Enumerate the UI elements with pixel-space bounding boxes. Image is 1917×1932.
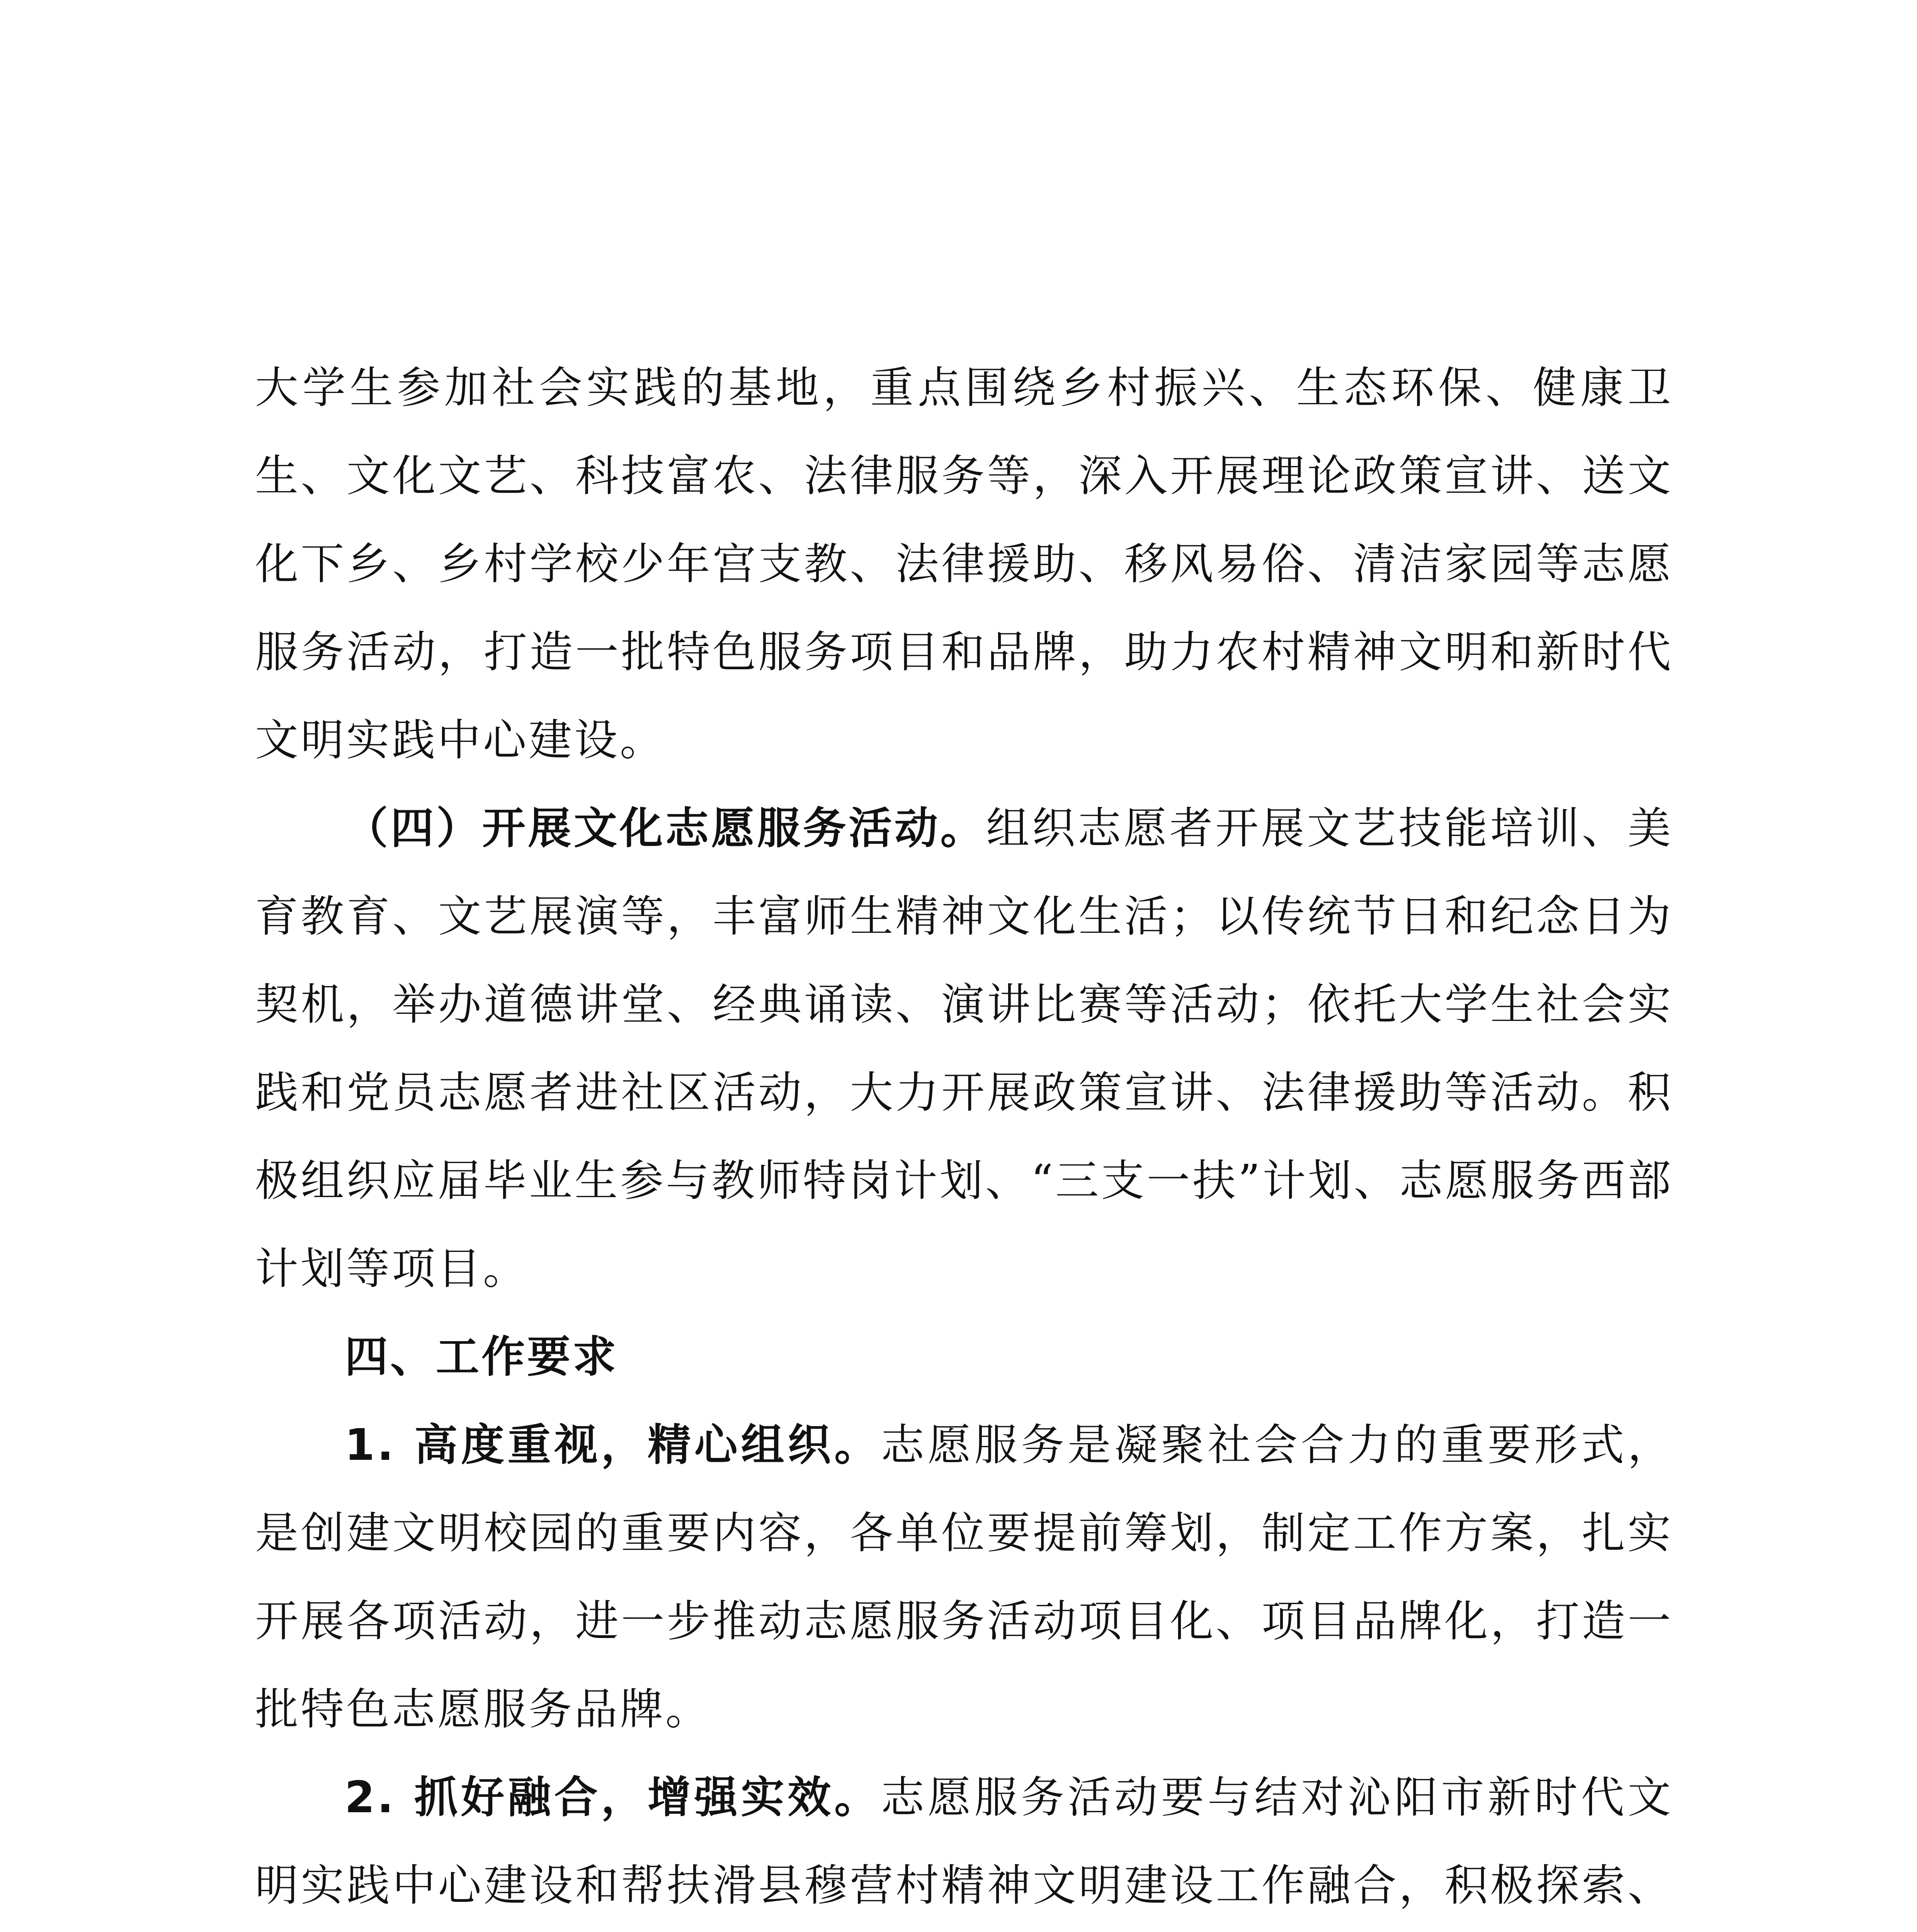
document-body [255, 344, 1673, 1932]
paragraph-lead: （四）开展文化志愿服务活动。 [345, 803, 986, 854]
paragraph-text: 大学生参加社会实践的基地，重点围绕乡村振兴、生态环保、健康卫生、文化文艺、科技富农、法律服务等，深入开展理论政策宣讲、送文化下乡、乡村学校少年宫支教、法律援助、移风易俗、清洁家园等志愿服务活动，打造一批特色服务项目和品牌，助力农村精神文明和新时代文明实践中心建设。 [255, 363, 1673, 765]
paragraph-continuation [255, 344, 1673, 784]
requirement-lead: 2. 抓好融合，增强实效。 [345, 1772, 881, 1823]
requirement-item-1 [255, 1401, 1673, 1753]
requirement-item-2 [255, 1753, 1673, 1932]
requirement-text: 志愿服务活动要与结对沁阳市新时代文明实践中心建设和帮扶滑县穆营村精神文明建设工作融合，积极探索、 [255, 1772, 1674, 1911]
requirement-text: 志愿服务是凝聚社会合力的重要形式，是创建文明校园的重要内容，各单位要提前筹划，制定工作方案，扎实开展各项活动，进一步推动志愿服务活动项目化、项目品牌化，打造一批特色志愿服务品牌。 [255, 1420, 1674, 1735]
paragraph-cultural-volunteer [255, 784, 1673, 1313]
requirement-lead: 1. 高度重视，精心组织。 [345, 1420, 881, 1470]
section-heading: 四、工作要求 [345, 1332, 618, 1382]
paragraph-text: 组织志愿者开展文艺技能培训、美育教育、文艺展演等，丰富师生精神文化生活；以传统节日和纪念日为契机，举办道德讲堂、经典诵读、演讲比赛等活动；依托大学生社会实践和党员志愿者进社区活动，大力开展政策宣讲、法律援助等活动。积极组织应届毕业生参与教师特岗计划、“三支一扶”计划、志愿服务西部计划等项目。 [255, 803, 1673, 1294]
